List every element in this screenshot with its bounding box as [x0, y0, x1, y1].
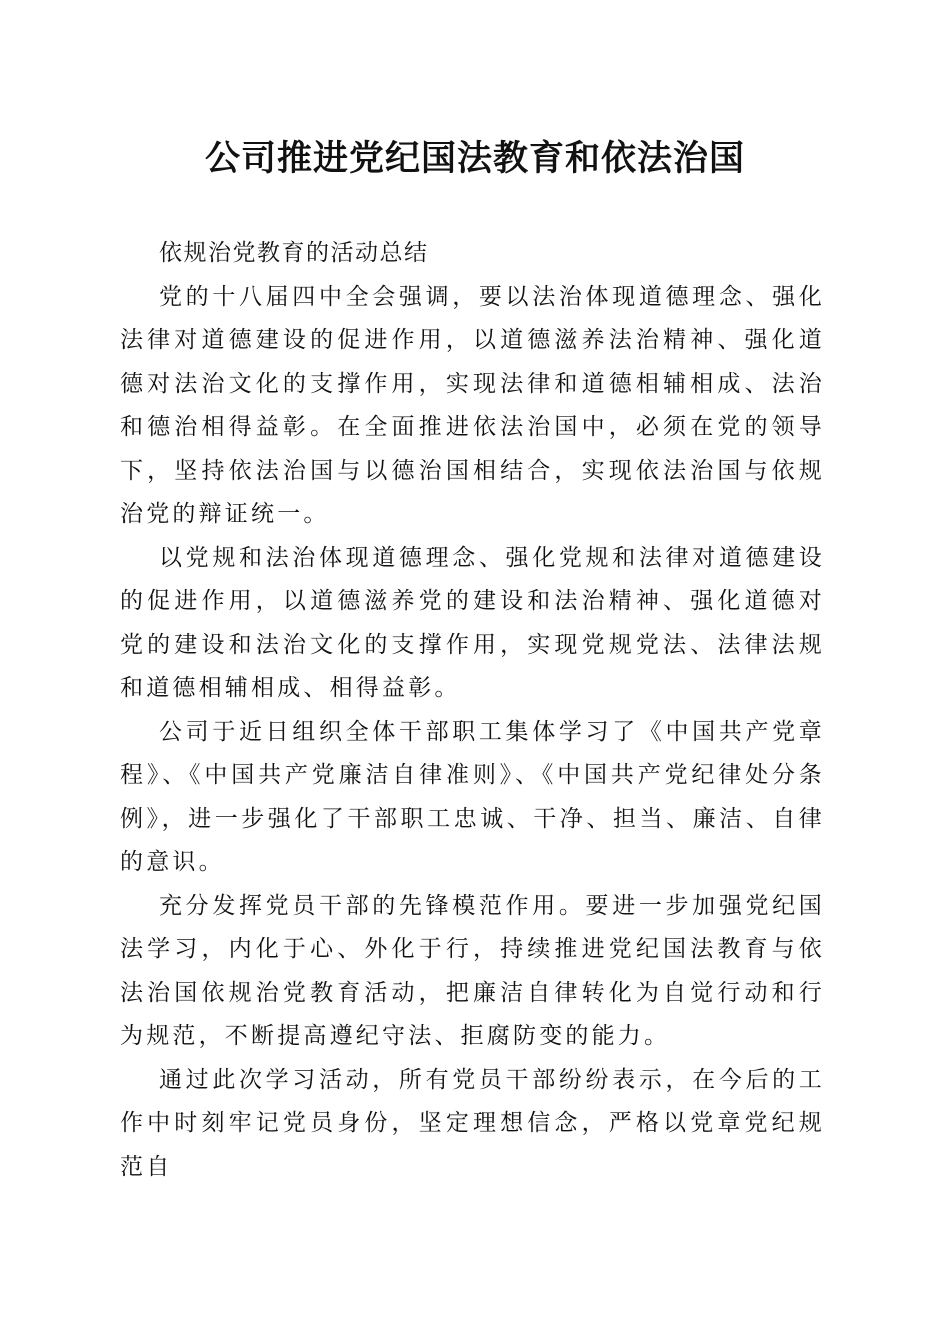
paragraph: 党的十八届四中全会强调，要以法治体现道德理念、强化法律对道德建设的促进作用，以道德滋养法治精神、强化道德对法治文化的支撑作用，实现法律和道德相辅相成、法治和德治相得益彰。在全面推进依法治国中，必须在党的领导下，坚持依法治国与以德治国相结合，实现依法治国与依规治党的辩证统一。: [120, 283, 825, 527]
document-title: 公司推进党纪国法教育和依法治国: [204, 138, 745, 179]
paragraph: 公司于近日组织全体干部职工集体学习了《中国共产党章程》、《中国共产党廉洁自律准则》、《中国共产党纪律处分条例》，进一步强化了干部职工忠诚、干净、担当、廉洁、自律的意识。: [120, 718, 825, 875]
document-body: [120, 232, 825, 1189]
paragraph: 充分发挥党员干部的先锋模范作用。要进一步加强党纪国法学习，内化于心、外化于行，持续推进党纪国法教育与依法治国依规治党教育活动，把廉洁自律转化为自觉行动和行为规范，不断提高遵纪守法、拒腐防变的能力。: [120, 892, 825, 1049]
paragraph: 以党规和法治体现道德理念、强化党规和法律对道德建设的促进作用，以道德滋养党的建设和法治精神、强化道德对党的建设和法治文化的支撑作用，实现党规党法、法律法规和道德相辅相成、相得益彰。: [120, 544, 825, 701]
document-subtitle: 依规治党教育的活动总结: [159, 240, 429, 266]
paragraph: 通过此次学习活动，所有党员干部纷纷表示，在今后的工作中时刻牢记党员身份，坚定理想信念，严格以党章党纪规范自: [120, 1066, 825, 1180]
